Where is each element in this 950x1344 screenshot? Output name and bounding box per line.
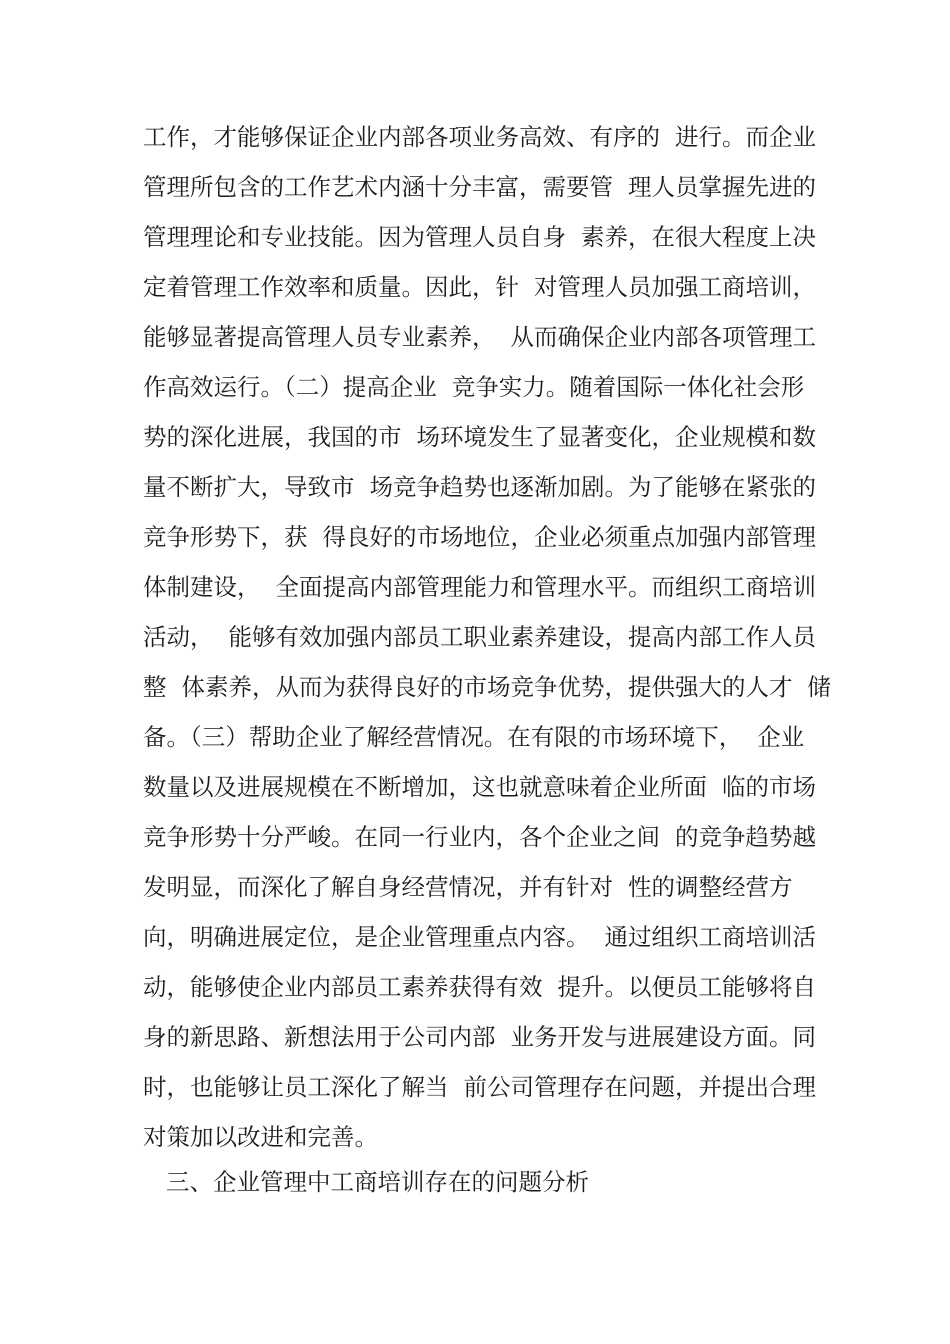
paragraph-line: 竞争形势下，获 得良好的市场地位，企业必须重点加强内部管理 (143, 523, 816, 551)
paragraph-line: 活动， 能够有效加强内部员工职业素养建设，提高内部工作人员 (143, 623, 816, 651)
paragraph-line: 时，也能够让员工深化了解当 前公司管理存在问题，并提出合理 (143, 1073, 816, 1101)
paragraph-line: 定着管理工作效率和质量。因此，针 对管理人员加强工商培训， (143, 273, 816, 301)
section-heading: 三、企业管理中工商培训存在的问题分析 (166, 1168, 589, 1196)
paragraph-line: 势的深化进展，我国的市 场环境发生了显著变化，企业规模和数 (143, 423, 816, 451)
paragraph-line: 对策加以改进和完善。 (143, 1123, 378, 1151)
paragraph-line: 管理理论和专业技能。因为管理人员自身 素养，在很大程度上决 (143, 223, 816, 251)
paragraph-line: 动，能够使企业内部员工素养获得有效 提升。以便员工能够将自 (143, 973, 816, 1001)
paragraph-line: 整 体素养，从而为获得良好的市场竞争优势，提供强大的人才 储 (143, 673, 831, 701)
paragraph-line: 作高效运行。（二）提高企业 竞争实力。随着国际一体化社会形 (143, 373, 805, 401)
paragraph-line: 身的新思路、新想法用于公司内部 业务开发与进展建设方面。同 (143, 1023, 816, 1051)
paragraph-line: 量不断扩大，导致市 场竞争趋势也逐渐加剧。为了能够在紧张的 (143, 473, 816, 501)
paragraph-line: 备。（三）帮助企业了解经营情况。在有限的市场环境下， 企业 (143, 723, 805, 751)
paragraph-line: 能够显著提高管理人员专业素养， 从而确保企业内部各项管理工 (143, 323, 816, 351)
paragraph-line: 工作，才能够保证企业内部各项业务高效、有序的 进行。而企业 (143, 123, 816, 151)
body-paragraph (143, 112, 831, 1162)
paragraph-line: 竞争形势十分严峻。在同一行业内，各个企业之间 的竞争趋势越 (143, 823, 816, 851)
paragraph-line: 管理所包含的工作艺术内涵十分丰富，需要管 理人员掌握先进的 (143, 173, 816, 201)
paragraph-line: 向，明确进展定位，是企业管理重点内容。 通过组织工商培训活 (143, 923, 816, 951)
paragraph-line: 体制建设， 全面提高内部管理能力和管理水平。而组织工商培训 (143, 573, 816, 601)
paragraph-line: 数量以及进展规模在不断增加，这也就意味着企业所面 临的市场 (143, 773, 816, 801)
paragraph-line: 发明显，而深化了解自身经营情况，并有针对 性的调整经营方 (143, 873, 793, 901)
